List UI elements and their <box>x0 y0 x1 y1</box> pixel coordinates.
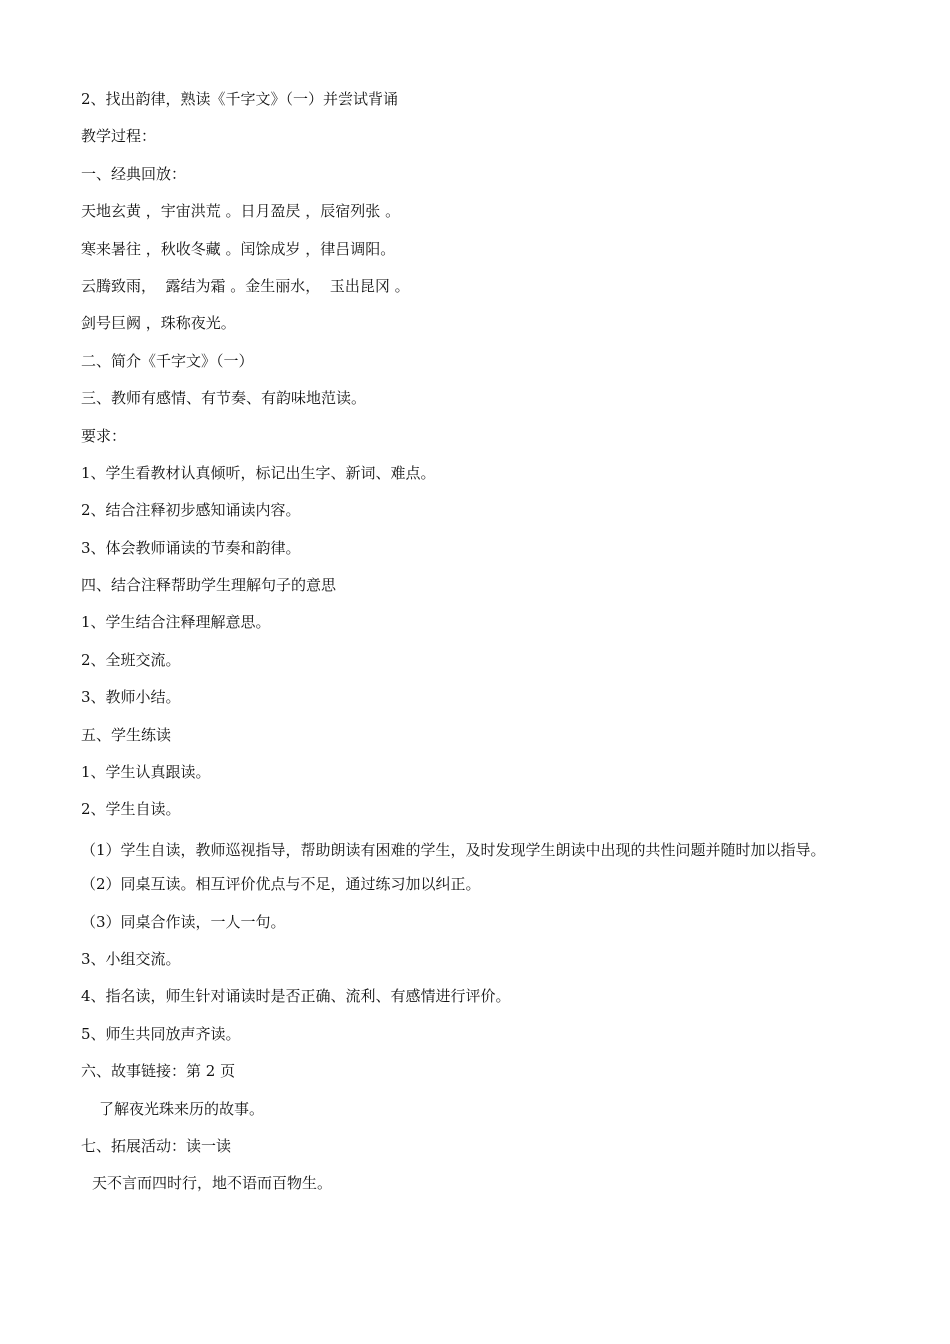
list-item: 2、学生自读。 <box>81 800 181 819</box>
section-heading: 六、故事链接：第 2 页 <box>81 1062 236 1081</box>
list-item: 3、小组交流。 <box>81 950 181 968</box>
section-heading: 一、经典回放： <box>81 164 187 183</box>
list-item: 1、学生结合注释理解意思。 <box>81 613 271 632</box>
sub-list-item: （1）学生自读，教师巡视指导，帮助朗读有困难的学生，及时发现学生朗读中出现的共性问题并随时加以指导。 <box>81 840 826 859</box>
list-item: 2、结合注释初步感知诵读内容。 <box>81 501 301 520</box>
poem-line: 寒来暑往 ，秋收冬藏 。闰馀成岁 ，律吕调阳。 <box>81 239 396 258</box>
quote-line: 天不言而四时行，地不语而百物生。 <box>92 1174 333 1193</box>
section-heading: 二、简介《千字文》（一） <box>81 351 254 370</box>
requirements-label: 要求： <box>81 426 127 445</box>
section-heading: 七、拓展活动：读一读 <box>81 1136 232 1155</box>
section-heading: 四、结合注释帮助学生理解句子的意思 <box>81 576 337 595</box>
list-item: 1、学生认真跟读。 <box>81 763 211 782</box>
list-item: 3、教师小结。 <box>81 688 181 707</box>
poem-line: 云腾致雨， 露结为霜 。金生丽水， 玉出昆冈 。 <box>81 276 410 295</box>
sub-list-item: （3）同桌合作读，一人一句。 <box>81 912 286 931</box>
list-item: 3、体会教师诵读的节奏和韵律。 <box>81 538 301 557</box>
sub-list-item: （2）同桌互读。相互评价优点与不足，通过练习加以纠正。 <box>81 875 481 894</box>
section-heading: 五、学生练读 <box>81 725 172 744</box>
document-body <box>81 84 881 1206</box>
list-item: 1、学生看教材认真倾听，标记出生字、新词、难点。 <box>81 463 436 482</box>
section-heading: 教学过程： <box>81 127 157 146</box>
list-item: 2、全班交流。 <box>81 650 181 669</box>
section-heading: 三、教师有感情、有节奏、有韵味地范读。 <box>81 389 367 408</box>
story-line: 了解夜光珠来历的故事。 <box>99 1099 265 1118</box>
list-item: 4、指名读，师生针对诵读时是否正确、流利、有感情进行评价。 <box>81 987 511 1006</box>
poem-line: 剑号巨阙 ，珠称夜光。 <box>81 314 236 333</box>
objective-line: 2、找出韵律，熟读《千字文》（一）并尝试背诵 <box>81 90 399 108</box>
list-item: 5、师生共同放声齐读。 <box>81 1024 241 1043</box>
poem-line: 天地玄黄 ，宇宙洪荒 。日月盈昃 ，辰宿列张 。 <box>81 202 401 221</box>
